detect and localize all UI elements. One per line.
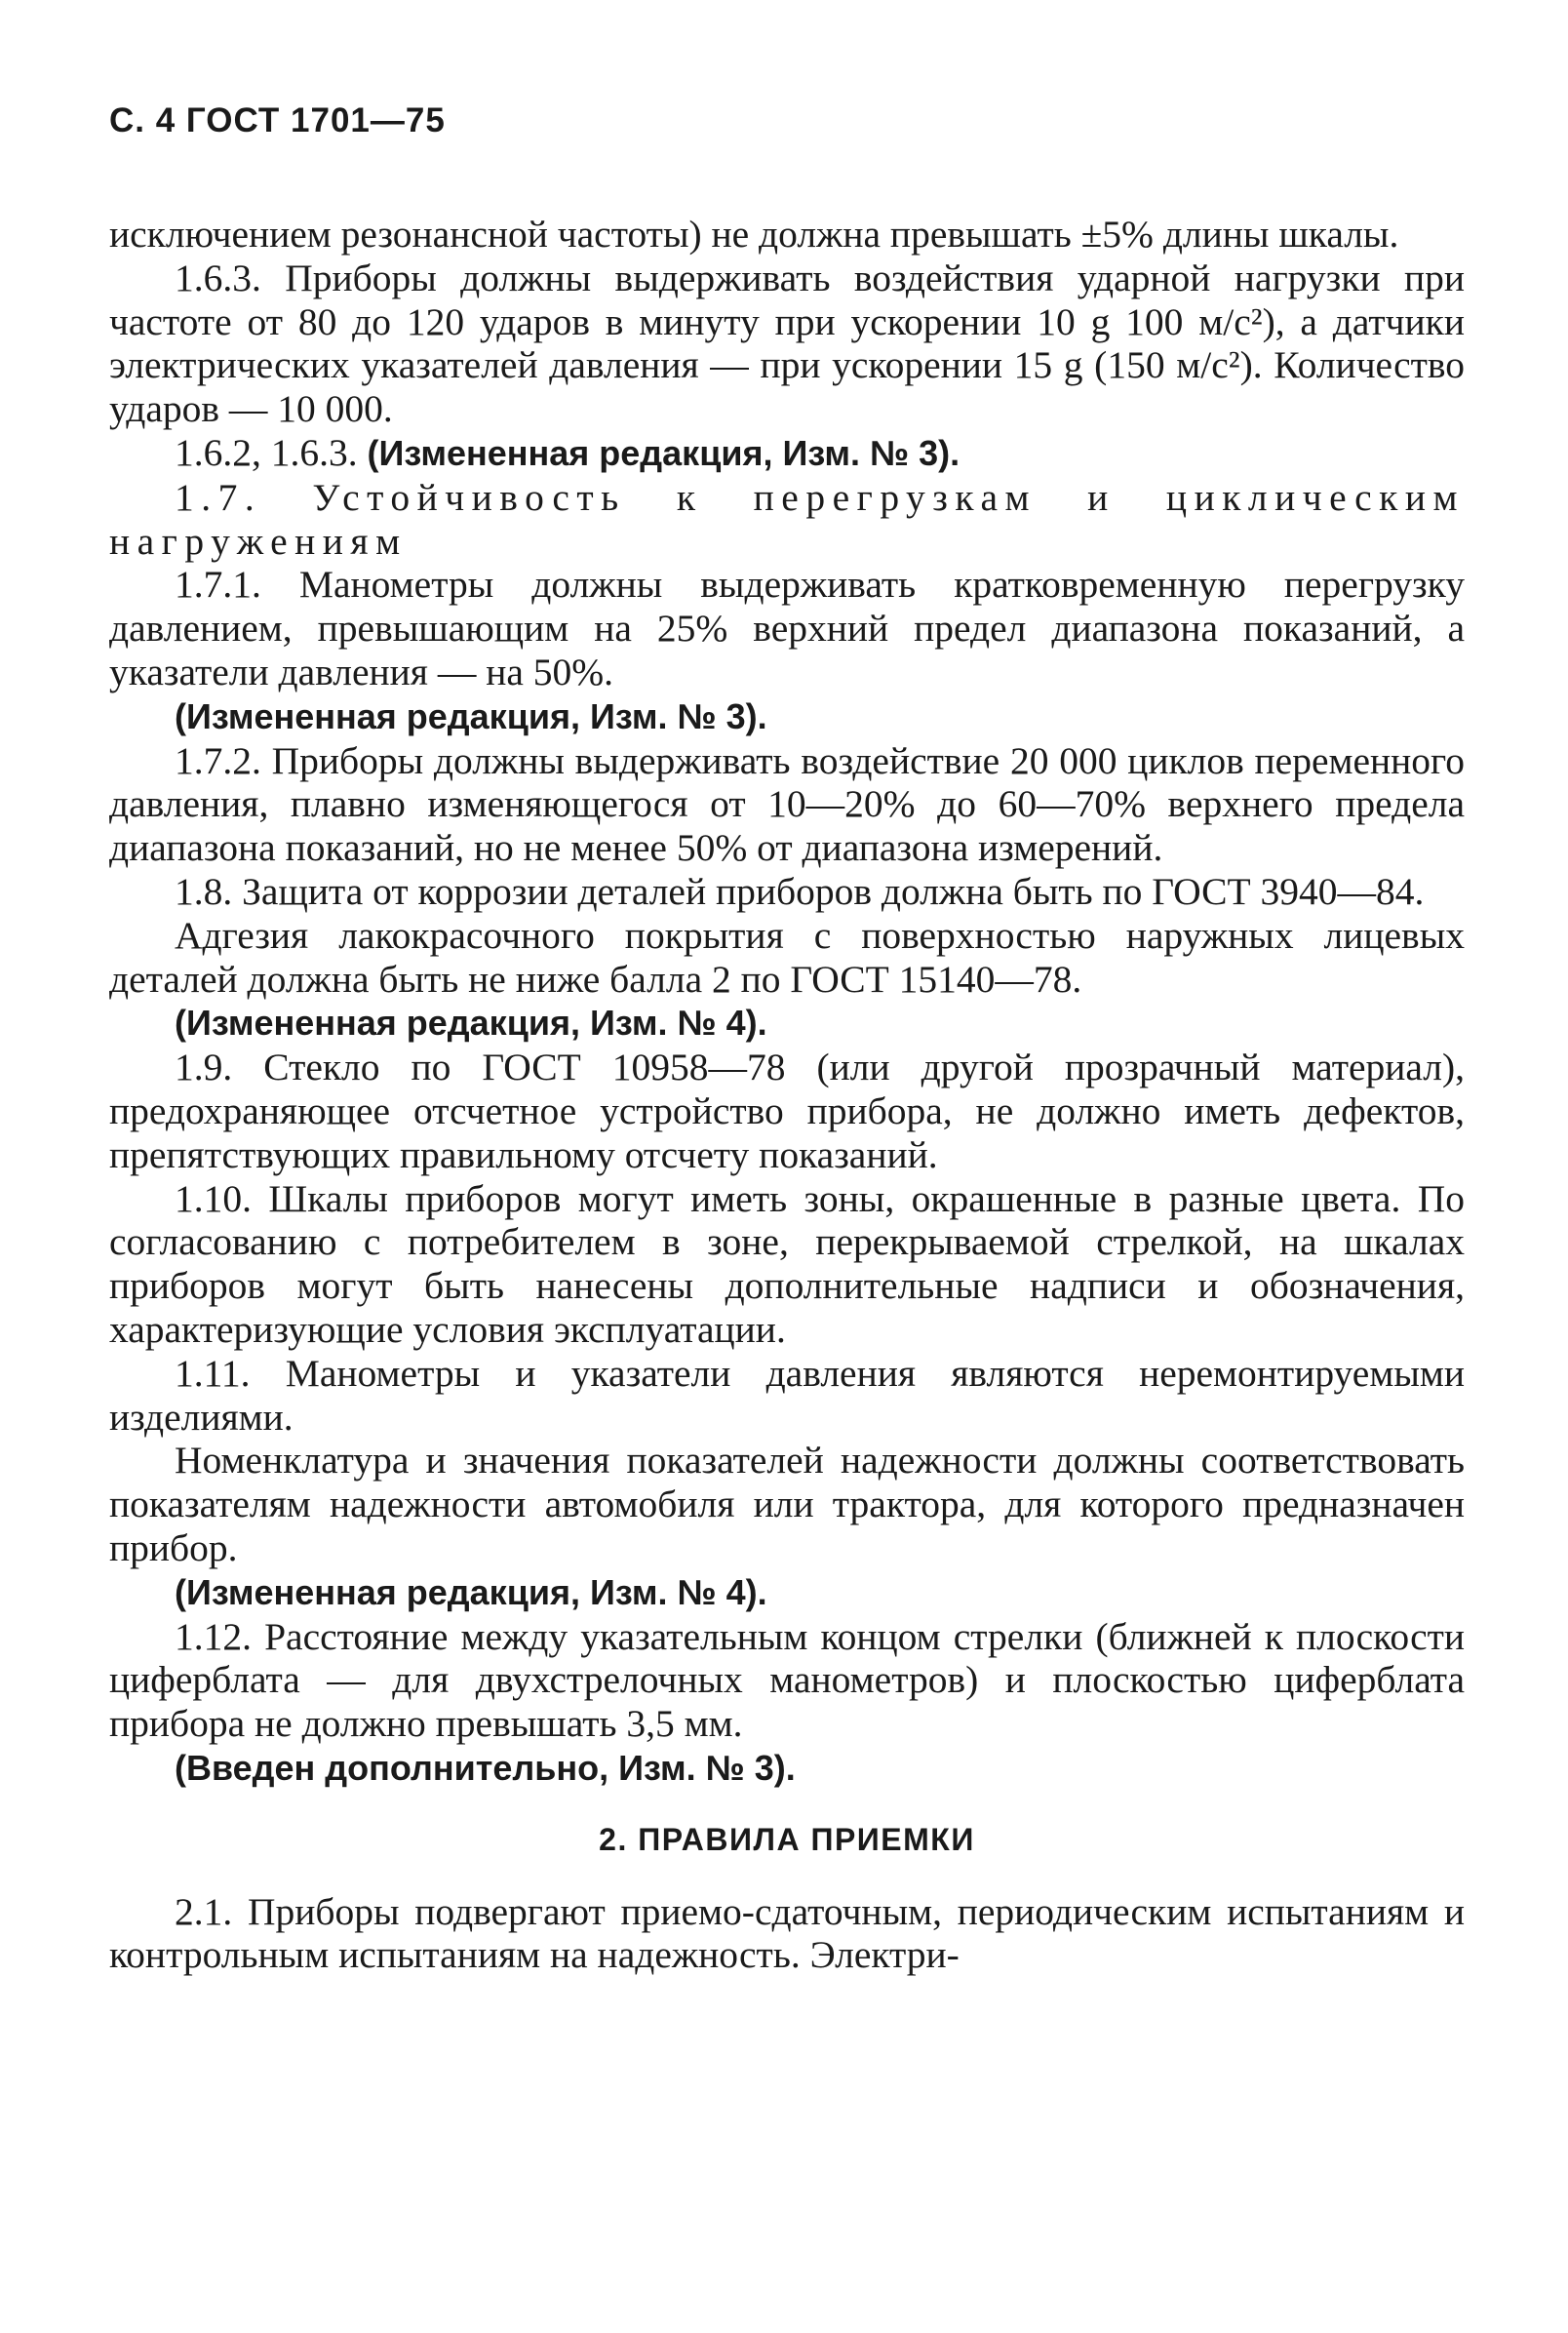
amendment-note-3: [109, 1570, 1465, 1615]
section-heading-text: 1.7. Устойчивость к перегрузкам и циклическим нагружениям: [109, 475, 1465, 563]
document-body: [109, 213, 1465, 1977]
amendment-note-2: [109, 1001, 1465, 1046]
paragraph-1-7-1: 1.7.1. Манометры должны выдерживать кратковременную перегрузку давлением, превышающим на 25% верхний предел диапазона показаний, а указатели давления — на 50%.: [109, 563, 1465, 693]
paragraph-1-9: 1.9. Стекло по ГОСТ 10958—78 (или другой прозрачный материал), предохраняющее отсчетное устройство прибора, не должно иметь дефектов, препятствующих правильному отсчету показаний.: [109, 1046, 1465, 1176]
amendment-note-text: (Измененная редакция, Изм. № 3).: [175, 695, 767, 736]
paragraph-1-6-amendment: [109, 431, 1465, 476]
section-title: 2. ПРАВИЛА ПРИЕМКИ: [599, 1821, 975, 1857]
amendment-note: (Измененная редакция, Изм. № 3).: [367, 432, 960, 473]
paragraph-adhesion: Адгезия лакокрасочного покрытия с поверхностью наружных лицевых деталей должна быть не ниже балла 2 по ГОСТ 15140—78.: [109, 913, 1465, 1001]
paragraph-1-11: 1.11. Манометры и указатели давления являются неремонтируемыми изделиями.: [109, 1351, 1465, 1439]
amendment-ref: 1.6.2, 1.6.3.: [175, 430, 368, 474]
paragraph-1-10: 1.10. Шкалы приборов могут иметь зоны, окрашенные в разные цвета. По согласованию с потребителем в зоне, перекрываемой стрелкой, на шкалах приборов могут быть нанесены дополнительные надписи и обозначения, характеризующие условия эксплуатации.: [109, 1176, 1465, 1351]
paragraph-1-12: 1.12. Расстояние между указательным концом стрелки (ближней к плоскости циферблата — для двухстрелочных манометров) и плоскостью циферблата прибора не должно превышать 3,5 мм.: [109, 1614, 1465, 1746]
paragraph-1-8: 1.8. Защита от коррозии деталей приборов должна быть по ГОСТ 3940—84.: [175, 869, 1425, 913]
paragraph-1-6-3: 1.6.3. Приборы должны выдерживать воздействия ударной нагрузки при частоте от 80 до 120 ударов в минуту при ускорении 10 g 100 м/с²), а датчики электрических указателей давления — при ускорении 15 g (150 м/с²). Количество ударов — 10 000.: [109, 256, 1465, 431]
amendment-note-4: [109, 1746, 1465, 1791]
amendment-note-1: [109, 694, 1465, 739]
document-page: [109, 101, 1465, 1977]
page-header: С. 4 ГОСТ 1701—75: [109, 101, 446, 139]
paragraph-1-7-2: 1.7.2. Приборы должны выдерживать воздействие 20 000 циклов переменного давления, плавно изменяющегося от 10—20% до 60—70% верхнего предела диапазона показаний, но не менее 50% от диапазона измерений.: [109, 738, 1465, 870]
paragraph-nomenclature: Номенклатура и значения показателей надежности должны соответствовать показателям надежности автомобиля или трактора, для которого предназначен прибор.: [109, 1439, 1465, 1569]
paragraph-continuation: исключением резонансной частоты) не должна превышать ±5% длины шкалы.: [109, 213, 1399, 256]
paragraph-1-7-heading: [109, 476, 1465, 564]
paragraph-2-1: 2.1. Приборы подвергают приемо-сдаточным, периодическим испытаниям и контрольным испытаниям на надежность. Электри-: [109, 1889, 1465, 1977]
amendment-note-text: (Введен дополнительно, Изм. № 3).: [175, 1747, 796, 1788]
amendment-note-text: (Измененная редакция, Изм. № 4).: [175, 1003, 767, 1044]
amendment-note-text: (Измененная редакция, Изм. № 4).: [175, 1571, 767, 1612]
